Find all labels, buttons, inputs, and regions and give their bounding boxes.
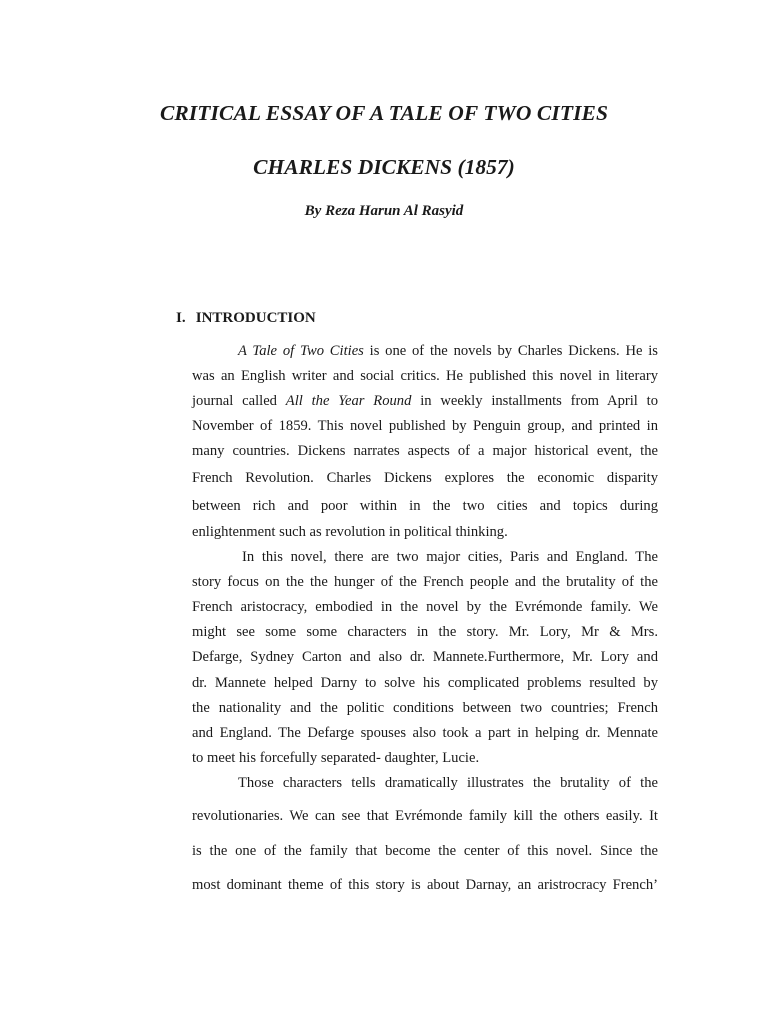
text-line: was an English writer and social critics. He published this novel in literary: [192, 368, 658, 384]
text-line: French Revolution. Charles Dickens explores the economic disparity: [192, 470, 658, 486]
text-line: In this novel, there are two major cities, Paris and England. The: [242, 549, 658, 565]
text-line: Those characters tells dramatically illustrates the brutality of the: [238, 775, 658, 791]
text-line: most dominant theme of this story is about Darnay, an aristrocracy French’: [192, 877, 658, 893]
text-line: revolutionaries. We can see that Evrémonde family kill the others easily. It: [192, 808, 658, 824]
text-line: enlightenment such as revolution in political thinking.: [192, 524, 508, 540]
text-line: story focus on the the hunger of the French people and the brutality of the: [192, 574, 658, 590]
text-line: might see some some characters in the story. Mr. Lory, Mr & Mrs.: [192, 624, 658, 640]
section-title: INTRODUCTION: [195, 310, 316, 326]
text-line: French aristocracy, embodied in the novel by the Evrémonde family. We: [192, 599, 658, 615]
text-line: Defarge, Sydney Carton and also dr. Mannete.Furthermore, Mr. Lory and: [192, 649, 658, 665]
section-heading: [176, 310, 316, 327]
text-line: is the one of the family that become the center of this novel. Since the: [192, 843, 658, 859]
text-line: journal called All the Year Round in weekly installments from April to: [192, 393, 658, 409]
text-line: A Tale of Two Cities is one of the novels by Charles Dickens. He is: [238, 343, 658, 359]
text-line: and England. The Defarge spouses also took a part in helping dr. Mennate: [192, 725, 658, 741]
text-line: to meet his forcefully separated- daughter, Lucie.: [192, 750, 480, 766]
text-line: between rich and poor within in the two cities and topics during: [192, 498, 658, 514]
text-line: dr. Mannete helped Darny to solve his complicated problems resulted by: [192, 675, 658, 691]
section-number: I.: [176, 310, 186, 326]
text-line: November of 1859. This novel published by Penguin group, and printed in: [192, 418, 658, 434]
text-line: the nationality and the politic conditions between two countries; French: [192, 700, 658, 716]
text-line: many countries. Dickens narrates aspects of a major historical event, the: [192, 443, 658, 459]
document-title: CRITICAL ESSAY OF A TALE OF TWO CITIES: [159, 101, 609, 125]
author-byline: By Reza Harun Al Rasyid: [304, 203, 464, 219]
document-subtitle: CHARLES DICKENS (1857): [253, 155, 515, 179]
